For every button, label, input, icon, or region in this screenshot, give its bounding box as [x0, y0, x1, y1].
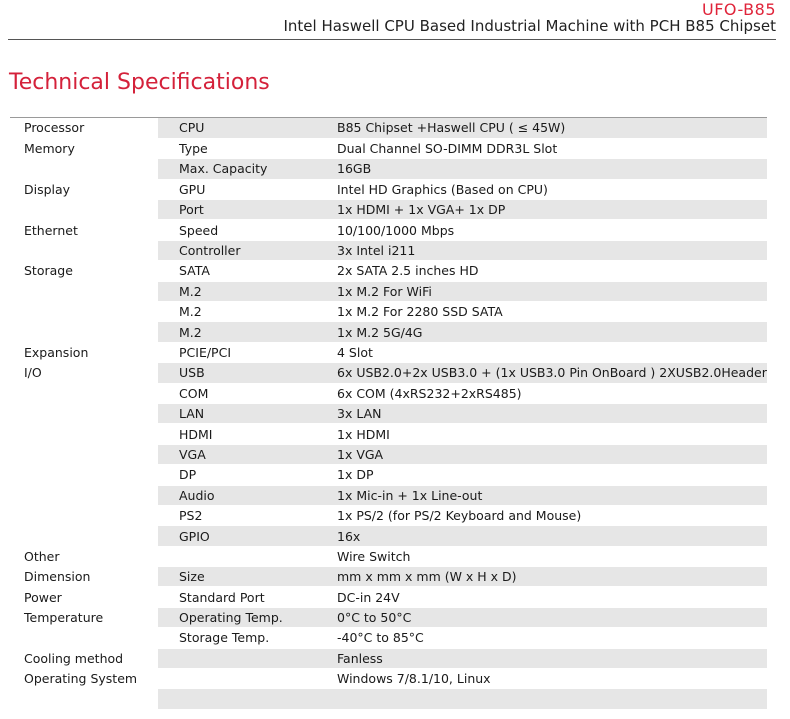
spec-table: [10, 118, 767, 710]
spec-subcategory: Controller: [158, 240, 316, 260]
spec-subcategory: [158, 669, 316, 689]
spec-category: [10, 628, 158, 648]
spec-category: Operating System: [10, 669, 158, 689]
spec-subcategory: DP: [158, 465, 316, 485]
table-row: [10, 669, 767, 689]
spec-category: I/O: [10, 363, 158, 383]
spec-subcategory: HDMI: [158, 424, 316, 444]
spec-value: 1x M.2 For 2280 SSD SATA: [316, 302, 767, 322]
spec-subcategory: Standard Port: [158, 587, 316, 607]
spec-subcategory: PCIE/PCI: [158, 342, 316, 362]
spec-value: 1x HDMI + 1x VGA+ 1x DP: [316, 200, 767, 220]
spec-subcategory: SATA: [158, 261, 316, 281]
spec-value: 10/100/1000 Mbps: [316, 220, 767, 240]
table-row: [10, 465, 767, 485]
spec-category: Expansion: [10, 342, 158, 362]
spec-category: [10, 302, 158, 322]
table-row: [10, 648, 767, 668]
spec-subcategory: Type: [158, 138, 316, 158]
table-row: [10, 138, 767, 158]
table-row: [10, 342, 767, 362]
table-row: [10, 322, 767, 342]
spec-value: 1x PS/2 (for PS/2 Keyboard and Mouse): [316, 505, 767, 525]
spec-category: [10, 505, 158, 525]
spec-category: Other: [10, 546, 158, 566]
spec-value: mm x mm x mm (W x H x D): [316, 567, 767, 587]
table-row: [10, 200, 767, 220]
spec-subcategory: [158, 546, 316, 566]
spec-subcategory: USB: [158, 363, 316, 383]
table-row: [10, 220, 767, 240]
spec-subcategory: VGA: [158, 444, 316, 464]
spec-subcategory: [158, 648, 316, 668]
table-row: [10, 403, 767, 423]
spec-category: Display: [10, 179, 158, 199]
spec-category: [10, 444, 158, 464]
spec-category: Power: [10, 587, 158, 607]
table-row: [10, 628, 767, 648]
spec-category: Cooling method: [10, 648, 158, 668]
spec-category: [10, 200, 158, 220]
spec-value: DC-in 24V: [316, 587, 767, 607]
spec-subcategory: Speed: [158, 220, 316, 240]
spec-value: 6x USB2.0+2x USB3.0 + (1x USB3.0 Pin OnBoard ) 2XUSB2.0Header: [316, 363, 767, 383]
spec-value: 3x LAN: [316, 403, 767, 423]
spec-subcategory: Operating Temp.: [158, 607, 316, 627]
spec-subcategory: Storage Temp.: [158, 628, 316, 648]
spec-category: [10, 240, 158, 260]
table-row: [10, 302, 767, 322]
header-divider: [8, 39, 776, 40]
spec-value: 1x Mic-in + 1x Line-out: [316, 485, 767, 505]
spec-value: Windows 7/8.1/10, Linux: [316, 669, 767, 689]
table-row: [10, 587, 767, 607]
spec-subcategory: M.2: [158, 281, 316, 301]
spec-category: [10, 465, 158, 485]
spec-category: [10, 159, 158, 179]
table-row: [10, 526, 767, 546]
spec-value: 1x M.2 5G/4G: [316, 322, 767, 342]
table-row: [10, 159, 767, 179]
spec-category: [10, 281, 158, 301]
spec-category: [10, 383, 158, 403]
spec-value: 16GB: [316, 159, 767, 179]
spec-subcategory: GPU: [158, 179, 316, 199]
spec-category: Ethernet: [10, 220, 158, 240]
spec-subcategory: Audio: [158, 485, 316, 505]
table-row: [10, 281, 767, 301]
spec-subcategory: Max. Capacity: [158, 159, 316, 179]
spec-subcategory: PS2: [158, 505, 316, 525]
spec-category: [10, 485, 158, 505]
spec-category: [10, 403, 158, 423]
spec-subcategory: COM: [158, 383, 316, 403]
table-row: [10, 424, 767, 444]
spec-subcategory: LAN: [158, 403, 316, 423]
spec-value: 6x COM (4xRS232+2xRS485): [316, 383, 767, 403]
spec-value: Wire Switch: [316, 546, 767, 566]
spec-category: Dimension: [10, 567, 158, 587]
spec-value: 16x: [316, 526, 767, 546]
spec-value: 1x M.2 For WiFi: [316, 281, 767, 301]
model-name: UFO-B85: [702, 0, 776, 19]
table-row: [10, 363, 767, 383]
table-row: [10, 444, 767, 464]
table-row: [10, 383, 767, 403]
spec-value: 0°C to 50°C: [316, 607, 767, 627]
spec-value: 1x VGA: [316, 444, 767, 464]
spec-value: B85 Chipset +Haswell CPU ( ≤ 45W): [316, 118, 767, 138]
spec-value: Dual Channel SO-DIMM DDR3L Slot: [316, 138, 767, 158]
spec-value: 1x DP: [316, 465, 767, 485]
spec-value: 4 Slot: [316, 342, 767, 362]
spec-value: -40°C to 85°C: [316, 628, 767, 648]
spec-value: Fanless: [316, 648, 767, 668]
spec-subcategory: M.2: [158, 302, 316, 322]
spec-category: Memory: [10, 138, 158, 158]
spec-value: Intel HD Graphics (Based on CPU): [316, 179, 767, 199]
spec-value: [316, 689, 767, 709]
spec-category: [10, 424, 158, 444]
table-row: [10, 567, 767, 587]
spec-subcategory: Port: [158, 200, 316, 220]
table-row: [10, 505, 767, 525]
spec-subcategory: GPIO: [158, 526, 316, 546]
section-title: Technical Specifications: [9, 70, 270, 95]
table-row: [10, 240, 767, 260]
spec-category: [10, 526, 158, 546]
table-row: [10, 485, 767, 505]
spec-value: 3x Intel i211: [316, 240, 767, 260]
table-row: [10, 607, 767, 627]
spec-value: 2x SATA 2.5 inches HD: [316, 261, 767, 281]
spec-category: Processor: [10, 118, 158, 138]
spec-category: [10, 689, 158, 709]
spec-subcategory: M.2: [158, 322, 316, 342]
table-row: [10, 118, 767, 138]
spec-value: 1x HDMI: [316, 424, 767, 444]
table-row: [10, 546, 767, 566]
table-row: [10, 179, 767, 199]
spec-subcategory: CPU: [158, 118, 316, 138]
table-row: [10, 689, 767, 709]
table-row: [10, 261, 767, 281]
spec-category: Temperature: [10, 607, 158, 627]
spec-subcategory: [158, 689, 316, 709]
product-subtitle: Intel Haswell CPU Based Industrial Machine with PCH B85 Chipset: [283, 17, 776, 35]
spec-subcategory: Size: [158, 567, 316, 587]
spec-category: [10, 322, 158, 342]
spec-category: Storage: [10, 261, 158, 281]
